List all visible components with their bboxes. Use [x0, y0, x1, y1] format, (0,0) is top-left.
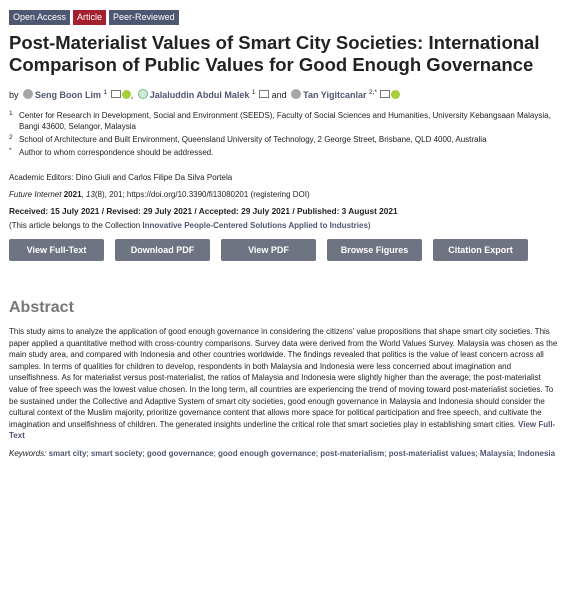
- author-affiliation-sup: 2,*: [368, 89, 377, 96]
- orcid-icon[interactable]: [122, 90, 131, 99]
- badge-row: [9, 10, 560, 25]
- affiliation-item: [9, 147, 560, 158]
- citation-line: Future Internet 2021, 13(8), 201; https://doi.org/10.3390/fi13080201 (registering DOI): [9, 190, 310, 199]
- keyword-link[interactable]: Indonesia: [517, 448, 556, 458]
- affiliation-item: [9, 134, 560, 145]
- affiliation-number: 1: [9, 110, 13, 117]
- affiliation-item: [9, 110, 560, 132]
- academic-editors: Academic Editors: Dino Giuli and Carlos Filipe Da Silva Portela: [9, 173, 233, 182]
- mail-icon[interactable]: [259, 90, 269, 98]
- keyword-link[interactable]: smart city: [48, 448, 87, 458]
- keyword-link[interactable]: good enough governance: [218, 448, 316, 458]
- author-affiliation-sup: 1: [251, 89, 256, 96]
- author-avatar-icon: [138, 89, 148, 99]
- affiliation-number: 2: [9, 134, 13, 141]
- orcid-icon[interactable]: [391, 90, 400, 99]
- open-access-badge[interactable]: Open Access: [9, 10, 70, 25]
- affiliation-text: Center for Research in Development, Social and Environment (SEEDS), Faculty of Social Sciences and Humanities, University Kebangsaan Malaysia, Bangi 43600, Selangor, Malaysia: [19, 111, 551, 131]
- view-full-text-link[interactable]: View Full-Text: [9, 419, 556, 441]
- keywords-label: Keywords:: [9, 448, 47, 458]
- article-title: Post-Materialist Values of Smart City Societies: International Comparison of Public Values for Good Enough Governance: [9, 32, 540, 75]
- citation-rest: (8), 201; https://doi.org/10.3390/fi13080201 (registering DOI): [94, 190, 310, 199]
- keyword-link[interactable]: Malaysia: [479, 448, 514, 458]
- by-label: by: [9, 90, 19, 100]
- affiliation-text: School of Architecture and Built Environment, Queensland University of Technology, 2 George Street, Brisbane, QLD 4000, Australia: [19, 135, 487, 144]
- action-buttons: [9, 239, 560, 261]
- author-link-lim[interactable]: Seng Boon Lim: [35, 90, 102, 100]
- collection-note: [9, 221, 560, 230]
- affiliation-number: *: [9, 147, 12, 154]
- keyword-link[interactable]: smart society: [90, 448, 143, 458]
- keyword-link[interactable]: post-materialism: [320, 448, 385, 458]
- publication-dates: Received: 15 July 2021 / Revised: 29 July 2021 / Accepted: 29 July 2021 / Published: 3 August 2021: [9, 206, 398, 216]
- collection-suffix: ): [367, 221, 371, 230]
- browse-figures-button[interactable]: Browse Figures: [327, 239, 422, 261]
- affiliation-text: Author to whom correspondence should be addressed.: [19, 148, 214, 157]
- affiliations: [9, 110, 560, 158]
- abstract-text: This study aims to analyze the application of good enough governance in considering the citizens' value propositions that shape smart city societies. This paper applied a quantitative method with cross-country comparisons. Survey data were derived from the World Values Survey. Malaysia was chosen as the main study area, and compared with Indonesia and other countries worldwide. The findings revealed that politics is the value of least concern across all samples. In terms of qualities for children to develop, respondents in both Malaysia and Indonesia were less concerned about imagination and unselfishness. As for materialist versus post-materialist, the ratios of Malaysia and Indonesia were slightly higher than the average; the post-materialist value of free speech was the lowest value chosen. In the long term, all countries are experiencing the trend of moving toward post-materialist societies. To be sustained under the Collective and Adaptive System of smart city societies, good enough governance in Malaysia and Indonesia should consider the cultural context of the Muslim majority, prioritize governance content that allows more space for political participation and free speech, and cultivate the imagination and unselfishness of children. The generated insights underline the critical role that smart societies play in establishing smart cities.: [9, 327, 558, 429]
- citation-year: 2021: [63, 190, 82, 199]
- abstract-heading: Abstract: [9, 299, 74, 316]
- abstract-body: [9, 326, 560, 442]
- collection-prefix: (This article belongs to the Collection: [9, 221, 143, 230]
- article-type-badge: Article: [73, 10, 106, 25]
- keyword-link[interactable]: post-materialist values: [388, 448, 476, 458]
- journal-name: Future Internet: [9, 190, 62, 199]
- citation-export-button[interactable]: Citation Export: [433, 239, 528, 261]
- mail-icon[interactable]: [111, 90, 121, 98]
- author-avatar-icon: [23, 89, 33, 99]
- peer-reviewed-badge[interactable]: Peer-Reviewed: [109, 10, 179, 25]
- author-affiliation-sup: 1: [103, 89, 108, 96]
- author-avatar-icon: [291, 89, 301, 99]
- author-link-malek[interactable]: Jalaluddin Abdul Malek: [149, 90, 250, 100]
- collection-link[interactable]: Innovative People-Centered Solutions Applied to Industries: [142, 221, 368, 230]
- download-pdf-button[interactable]: Download PDF: [115, 239, 210, 261]
- keywords: Keywords: smart city; smart society; good governance; good enough governance; post-materialism; post-materialist values; Malaysia; Indonesia: [9, 448, 556, 458]
- mail-icon[interactable]: [380, 90, 390, 98]
- view-pdf-button[interactable]: View PDF: [221, 239, 316, 261]
- author-list: by Seng Boon Lim $^1$ , Jalaluddin Abdul Malek $^1$ and Tan Yigitcanlar $^{2,*}$: [9, 86, 560, 102]
- keyword-link[interactable]: good governance: [146, 448, 214, 458]
- view-full-text-button[interactable]: View Full-Text: [9, 239, 104, 261]
- author-link-yigitcanlar[interactable]: Tan Yigitcanlar: [303, 90, 367, 100]
- and-label: and: [271, 90, 287, 100]
- citation-volume: 13: [85, 190, 95, 199]
